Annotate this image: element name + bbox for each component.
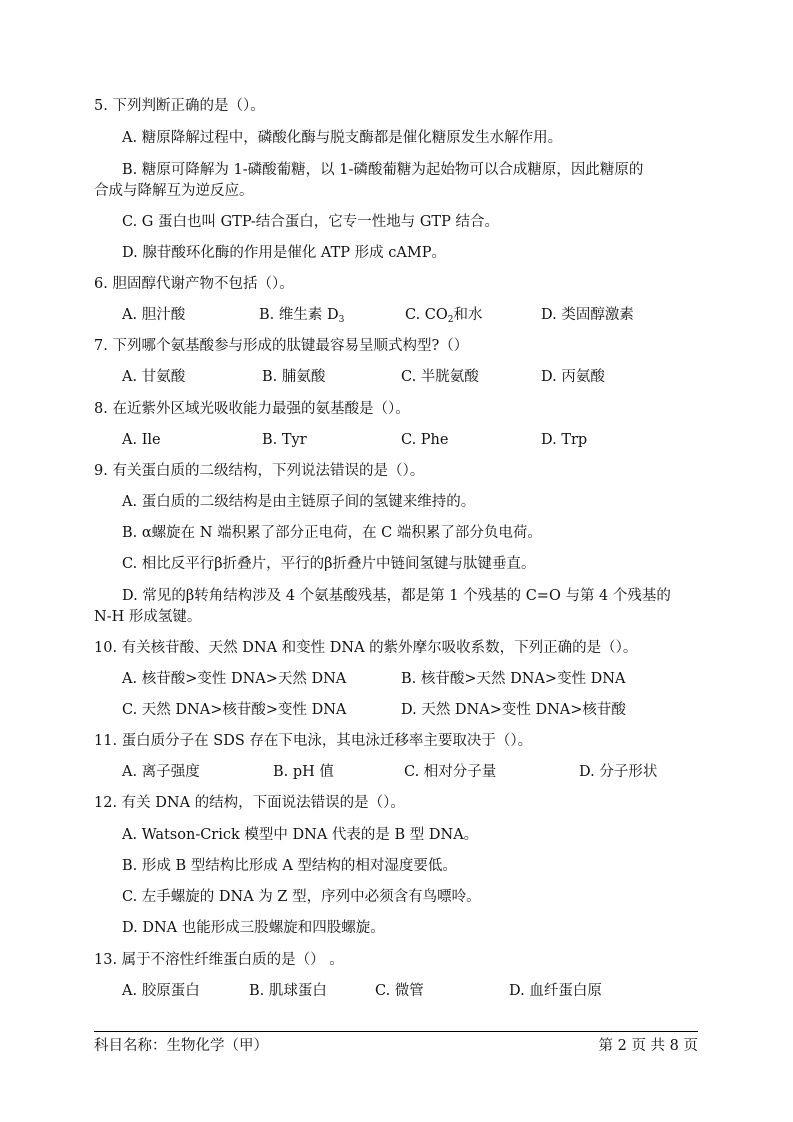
question-11-option-a: A. 离子强度 [122,764,200,780]
question-13-option-a: A. 胶原蛋白 [122,983,200,999]
footer-divider [94,1031,698,1032]
question-9-option-c: C. 相比反平行β折叠片，平行的β折叠片中链间氢键与肽键垂直。 [122,556,536,572]
question-11-option-c: C. 相对分子量 [404,764,497,780]
question-6-option-a: A. 胆汁酸 [122,307,186,323]
question-6-option-b: B. 维生素 $D_3$ [259,307,345,325]
question-10-option-a: A. 核苷酸>变性 DNA>天然 DNA [122,671,347,687]
question-8-stem: 8. 在近紫外区域光吸收能力最强的氨基酸是（）。 [94,401,410,417]
question-13-option-d: D. 血纤蛋白原 [509,983,602,999]
footer-subject: 科目名称：生物化学（甲） [94,1038,268,1054]
question-13-option-b: B. 肌球蛋白 [249,983,327,999]
question-7-stem: 7. 下列哪个氨基酸参与形成的肽键最容易呈顺式构型?（） [94,338,469,354]
question-9-option-d: D. 常见的β转角结构涉及 4 个氨基酸残基，都是第 1 个残基的 C=O 与第 4 个残基的 [122,588,671,604]
question-5-option-a: A. 糖原降解过程中，磷酸化酶与脱支酶都是催化糖原发生水解作用。 [122,130,563,146]
question-9-stem: 9. 有关蛋白质的二级结构，下列说法错误的是（）。 [94,463,425,479]
question-12-option-c: C. 左手螺旋的 DNA 为 Z 型，序列中必须含有鸟嘌呤。 [122,889,481,905]
question-12-option-a: A. Watson-Crick 模型中 DNA 代表的是 B 型 DNA。 [122,827,479,843]
question-12-option-b: B. 形成 B 型结构比形成 A 型结构的相对湿度要低。 [122,858,457,874]
question-5-option-d: D. 腺苷酸环化酶的作用是催化 ATP 形成 cAMP。 [122,245,446,261]
question-5-option-b: B. 糖原可降解为 1-磷酸葡糖，以 1-磷酸葡糖为起始物可以合成糖原，因此糖原的 [122,162,644,178]
question-10-stem: 10. 有关核苷酸、天然 DNA 和变性 DNA 的紫外摩尔吸收系数，下列正确的是（）。 [94,640,638,656]
question-5-option-c: C. G 蛋白也叫 GTP-结合蛋白，它专一性地与 GTP 结合。 [122,214,499,230]
question-8-option-a: A. Ile [122,432,161,448]
question-6-option-d: D. 类固醇激素 [541,307,634,323]
question-5-option-b-continued: 合成与降解互为逆反应。 [94,183,254,199]
question-10-option-c: C. 天然 DNA>核苷酸>变性 DNA [122,702,347,718]
question-13-option-c: C. 微管 [375,983,424,999]
question-7-option-b: B. 脯氨酸 [262,369,326,385]
question-11-option-d: D. 分子形状 [579,764,658,780]
footer-page-number: 第 2 页 共 8 页 [598,1038,698,1054]
question-6-stem: 6. 胆固醇代谢产物不包括（）。 [94,276,294,292]
question-12-stem: 12. 有关 DNA 的结构，下面说法错误的是（）。 [94,795,405,811]
question-6-option-c: C. $CO_2$和水 [405,307,483,325]
question-8-option-b: B. Tyr [262,432,307,448]
question-9-option-b: B. α螺旋在 N 端积累了部分正电荷，在 C 端积累了部分负电荷。 [122,525,542,541]
question-7-option-a: A. 甘氨酸 [122,369,186,385]
question-8-option-c: C. Phe [401,432,449,448]
question-7-option-c: C. 半胱氨酸 [401,369,479,385]
question-9-option-d-continued: N-H 形成氢键。 [94,609,202,625]
question-7-option-d: D. 丙氨酸 [541,369,605,385]
question-13-stem: 13. 属于不溶性纤维蛋白质的是（） 。 [94,952,344,968]
question-5-stem: 5. 下列判断正确的是（）。 [94,98,265,114]
question-11-option-b: B. pH 值 [273,764,334,780]
question-12-option-d: D. DNA 也能形成三股螺旋和四股螺旋。 [122,920,385,936]
question-10-option-b: B. 核苷酸>天然 DNA>变性 DNA [401,671,626,687]
question-8-option-d: D. Trp [541,432,588,448]
question-9-option-a: A. 蛋白质的二级结构是由主链原子间的氢键来维持的。 [122,494,476,510]
question-10-option-d: D. 天然 DNA>变性 DNA>核苷酸 [401,702,626,718]
question-11-stem: 11. 蛋白质分子在 SDS 存在下电泳，其电泳迁移率主要取决于（）。 [94,733,533,749]
